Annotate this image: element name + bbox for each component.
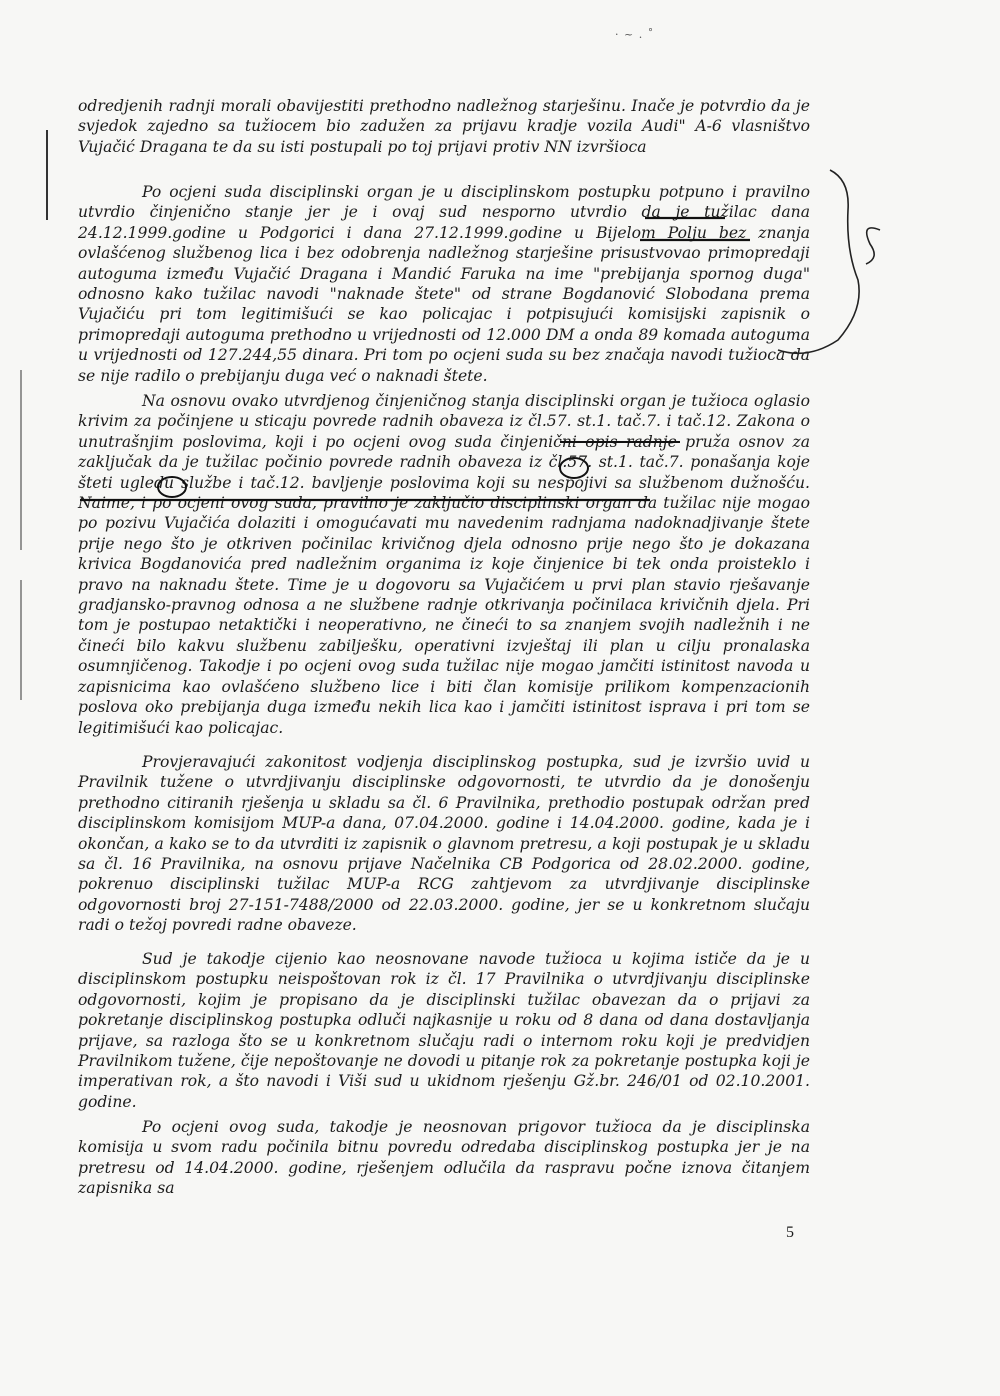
paragraph-legality-review: Provjeravajući zakonitost vodjenja disciplinskog postupka, sud je izvršio uvid u Pravilnik tužene o utvrdjivanju disciplinske odgovornosti, te utvrdio da je donošenju prethodno citiranih rješenja u skladu sa čl. 6 Pravilnika, prethodio postupak održan pred disciplinskom komisijom MUP-a dana, 07.04.2000. godine i 14.04.2000. godine, kada je i okončan, a kako se to da utvrditi iz zapisnik o glavnom pretresu, a koji postupak je u skladu sa čl. 16 Pravilnika, na osnovu prijave Načelnika CB Podgorica od 28.02.2000. godine, pokrenuo disciplinski tužilac MUP-a RCG zahtjevom za utvrdjivanje disciplinske odgovornosti broj 27-151-7488/2000 od 22.03.2000. godine, jer se u konkretnom slučaju radi o težoj povredi radne obaveze. <box>78 753 810 935</box>
paragraph-continuation: odredjenih radnji morali obavijestiti prethodno nadležnog starješinu. Inače je potvrdio da je svjedok zajedno sa tužiocem bio zadužen za prijavu kradje vozila Audi" A-6 vlasništvo Vujačić Dragana te da su isti postupali po toj prijavi protiv NN izvršioca <box>78 97 810 156</box>
margin-scribble-mark <box>866 228 880 264</box>
paragraph-deadline-objection: Sud je takodje cijenio kao neosnovane navode tužioca u kojima ističe da je u disciplinskom postupku neispoštovan rok iz čl. 17 Pravilnika o utvrdjivanju disciplinske odgovornosti, kojim je propisano da je disciplinski tužilac obavezan da o prijavi za pokretanje disciplinskog postupka odluči najkasnije u roku od 8 dana od dana dostavljanja prijave, sa razloga što se u konkretnom slučaju radi o internom roku koji je predvidjen Pravilnikom tužene, čije nepoštovanje ne dovodi u pitanje rok za pokretanje postupka koji je imperativan rok, a što navodi i Viši sud u ukidnom rješenju Gž.br. 246/01 od 02.10.2001. godine. <box>78 950 810 1111</box>
page-number: 5 <box>786 1224 794 1241</box>
paragraph-violations: Na osnovu ovako utvrdjenog činjeničnog stanja disciplinski organ je tužioca oglasio krivim za počinjene u sticaju povrede radnih obaveza iz čl.57. st.1. tač.7. i tač.12. Zakona o unutrašnjim poslovima, koji i po ocjeni ovog suda činjenični opis radnje pruža osnov za zaključak da je tužilac počinio povrede radnih obaveza iz čl.57. st.1. tač.7. ponašanja koje šteti ugledu službe i tač.12. bavljenje poslovima koji su nespojivi sa službenom dužnošću. Naime, i po ocjeni ovog suda, pravilno je zaključio disciplinski organ da tužilac nije mogao po pozivu Vujačića dolaziti i omogućavati mu navedenim radnjama nadoknadjivanje štete prije nego što je otkriven počinilac krivičnog djela odnosno prije nego što je dokazana krivica Bogdanovića pred nadležnim organima iz koje činjenice bi tek onda proisteklo i pravo na naknadu štete. Time je u dogovoru sa Vujačićem u prvi plan stavio rješavanje gradjansko-pravnog odnosa a ne službene radnje otkrivanja počinilaca krivičnih djela. Pri tom je postupao netaktički i neoperativno, ne čineći to sa znanjem svojih nadležnih i ne čineći bilo kakvu službenu zabilješku, operativni izvještaj ili plan u cilju pronalaska osumnjičenog. Takodje i po ocjeni ovog suda tužilac nije mogao jamčiti istinitost navoda u zapisnicima kao ovlašćeno službeno lice i biti član komisije prilikom kompenzacionih poslova oko prebijanja duga između nekih lica kao i jamčiti istinitost isprava i pri tom se legitimišući kao policajac. <box>78 392 810 737</box>
circle-mark <box>560 458 588 478</box>
circle-mark <box>158 477 186 497</box>
paragraph-factual-findings: Po ocjeni suda disciplinski organ je u disciplinskom postupku potpuno i pravilno utvrdio činjenično stanje jer je i ovaj sud nesporno utvrdio da je tužilac dana 24.12.1999.godine u Podgorici i dana 27.12.1999.godine u Bijelom Polju bez znanja ovlašćenog službenog lica i bez odobrenja nadležnog starješine prisustvovao primopredaji autoguma između Vujačić Dragana i Mandić Faruka na ime "prebijanja spornog duga" odnosno kako tužilac navodi "naknade štete" od strane Bogdanović Slobodana prema Vujačiću pri tom legitimišući se kao policajac i potpisujući komisijski zapisnik o primopredaji autoguma prethodno u vrijednosti od 12.000 DM a onda 89 komada autoguma u vrijednosti od 127.244,55 dinara. Pri tom po ocjeni suda su bez značaja navodi tužioca da se nije radilo o prebijanju duga već o naknadi štete. <box>78 183 810 385</box>
margin-bracket-mark <box>778 170 859 353</box>
paragraph-procedure-objection: Po ocjeni ovog suda, takodje je neosnovan prigovor tužioca da je disciplinska komisija u svom radu počinila bitnu povredu odredaba disciplinskog postupka jer je na pretresu od 14.04.2000. godine, rješenjem odlučila da raspravu počne iznova čitanjem zapisnika sa <box>78 1118 810 1198</box>
scan-artifact: · ~ . ˚ <box>615 28 655 41</box>
